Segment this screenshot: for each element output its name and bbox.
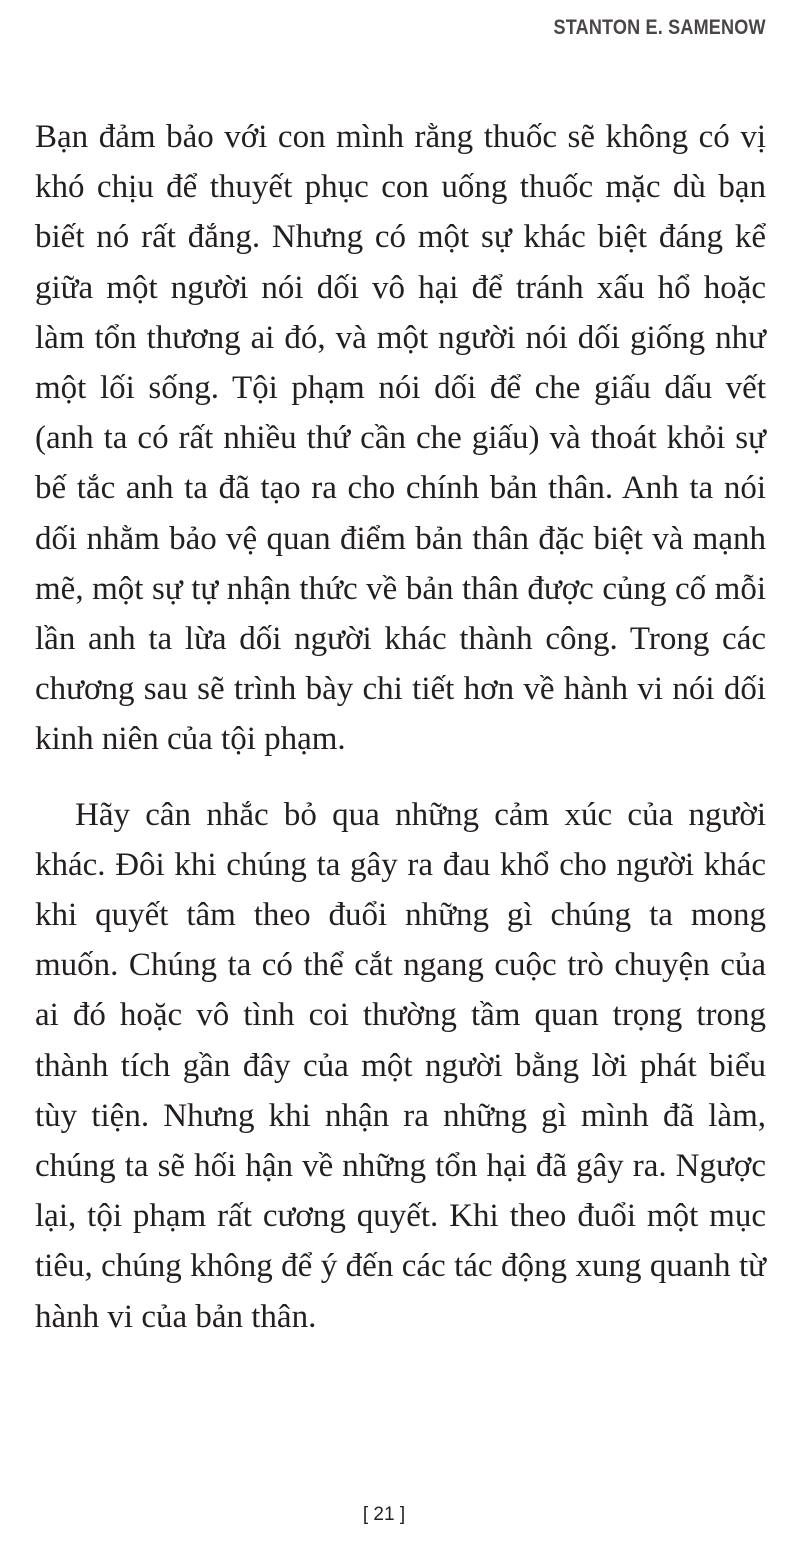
paragraph: Hãy cân nhắc bỏ qua những cảm xúc của người khác. Đôi khi chúng ta gây ra đau khổ cho người khác khi quyết tâm theo đuổi những gì chúng ta mong muốn. Chúng ta có thể cắt ngang cuộc trò chuyện của ai đó hoặc vô tình coi thường tầm quan trọng trong thành tích gần đây của một người bằng lời phát biểu tùy tiện. Nhưng khi nhận ra những gì mình đã làm, chúng ta sẽ hối hận về những tổn hại đã gây ra. Ngược lại, tội phạm rất cương quyết. Khi theo đuổi một mục tiêu, chúng không để ý đến các tác động xung quanh từ hành vi của bản thân. [35,796,766,1335]
running-header-author: STANTON E. SAMENOW [553,16,766,39]
page-body [35,112,766,1342]
page-number: [ 21 ] [362,1504,406,1525]
paragraph: Bạn đảm bảo với con mình rằng thuốc sẽ không có vị khó chịu để thuyết phục con uống thuốc mặc dù bạn biết nó rất đắng. Nhưng có một sự khác biệt đáng kể giữa một người nói dối vô hại để tránh xấu hổ hoặc làm tổn thương ai đó, và một người nói dối giống như một lối sống. Tội phạm nói dối để che giấu dấu vết (anh ta có rất nhiều thứ cần che giấu) và thoát khỏi sự bế tắc anh ta đã tạo ra cho chính bản thân. Anh ta nói dối nhằm bảo vệ quan điểm bản thân đặc biệt và mạnh mẽ, một sự tự nhận thức về bản thân được củng cố mỗi lần anh ta lừa dối người khác thành công. Trong các chương sau sẽ trình bày chi tiết hơn về hành vi nói dối kinh niên của tội phạm. [35,119,766,758]
